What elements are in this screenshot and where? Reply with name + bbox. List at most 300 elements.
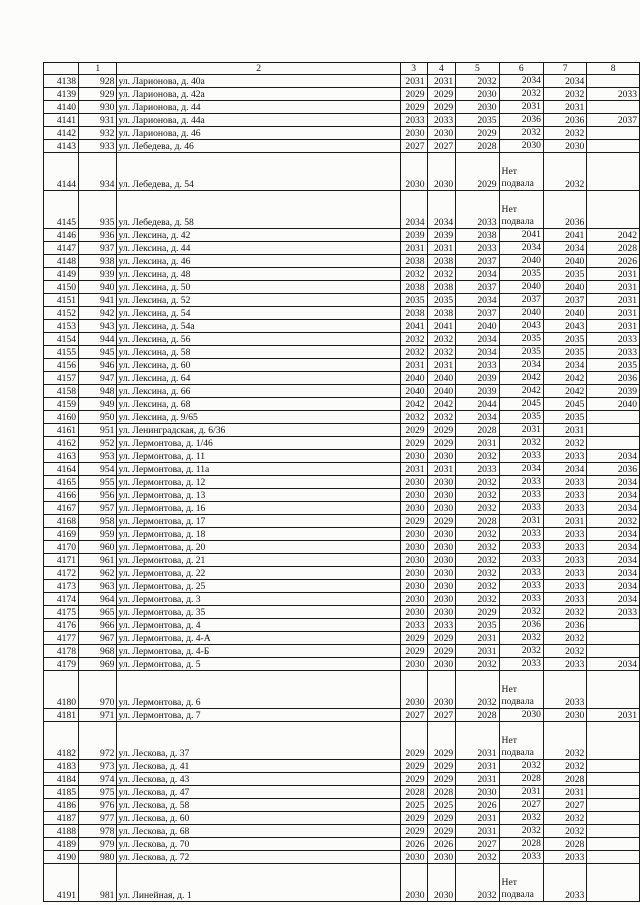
row-id-cell: 4159	[44, 398, 79, 411]
col5-cell: 2037	[456, 307, 499, 320]
table-row	[44, 658, 640, 671]
col6-cell: 2032	[499, 760, 543, 773]
col3-cell: 2035	[400, 294, 427, 307]
row-number-cell: 965	[79, 606, 117, 619]
col6-cell: 2030	[499, 140, 543, 153]
col8-cell: 2034	[587, 593, 640, 606]
col5-cell: 2039	[456, 385, 499, 398]
col5-cell: 2033	[456, 191, 499, 229]
col3-cell: 2033	[400, 619, 427, 632]
col5-cell: 2028	[456, 424, 499, 437]
col6-cell	[499, 153, 543, 191]
table-row	[44, 528, 640, 541]
table-row	[44, 424, 640, 437]
row-number-cell: 953	[79, 450, 117, 463]
table-row	[44, 825, 640, 838]
row-id-cell: 4152	[44, 307, 79, 320]
col3-cell: 2030	[400, 671, 427, 709]
address-cell: ул. Лермонтова, д. 16	[117, 502, 400, 515]
row-id-cell: 4185	[44, 786, 79, 799]
col5-cell: 2032	[456, 580, 499, 593]
col7-cell: 2033	[543, 476, 586, 489]
col5-cell: 2034	[456, 294, 499, 307]
table-row	[44, 101, 640, 114]
col8-cell: 2031	[587, 307, 640, 320]
col7-cell: 2033	[543, 580, 586, 593]
row-number-cell: 977	[79, 812, 117, 825]
col4-cell: 2029	[427, 632, 456, 645]
col8-cell	[587, 153, 640, 191]
col6-cell	[499, 722, 543, 760]
col4-cell: 2029	[427, 88, 456, 101]
col4-cell: 2032	[427, 346, 456, 359]
col8-cell: 2034	[587, 450, 640, 463]
col3-cell: 2038	[400, 255, 427, 268]
col7-cell: 2033	[543, 851, 586, 864]
col4-cell: 2029	[427, 722, 456, 760]
col8-cell	[587, 773, 640, 786]
row-id-cell: 4139	[44, 88, 79, 101]
table-row	[44, 229, 640, 242]
col8-cell: 2034	[587, 658, 640, 671]
col3-cell: 2030	[400, 489, 427, 502]
col7-cell: 2032	[543, 437, 586, 450]
col3-cell: 2031	[400, 359, 427, 372]
col7-cell: 2041	[543, 229, 586, 242]
col4-cell: 2030	[427, 153, 456, 191]
col4-cell: 2030	[427, 541, 456, 554]
col7-cell: 2033	[543, 502, 586, 515]
address-cell: ул. Лексина, д. 54а	[117, 320, 400, 333]
col8-cell	[587, 799, 640, 812]
col7-cell: 2031	[543, 786, 586, 799]
row-number-cell: 947	[79, 372, 117, 385]
col4-cell: 2030	[427, 864, 456, 902]
col8-cell: 2034	[587, 567, 640, 580]
address-cell: ул. Ларионова, д. 44а	[117, 114, 400, 127]
col5-cell: 2032	[456, 567, 499, 580]
row-number-cell: 959	[79, 528, 117, 541]
col4-cell: 2031	[427, 75, 456, 88]
col5-cell: 2032	[456, 658, 499, 671]
address-cell: ул. Лескова, д. 47	[117, 786, 400, 799]
row-id-cell: 4155	[44, 346, 79, 359]
col7-cell: 2032	[543, 153, 586, 191]
address-cell: ул. Лексина, д. 56	[117, 333, 400, 346]
table-row	[44, 554, 640, 567]
col3-cell: 2029	[400, 825, 427, 838]
row-id-cell: 4167	[44, 502, 79, 515]
address-cell: ул. Лермонтова, д. 4-Б	[117, 645, 400, 658]
col8-cell	[587, 127, 640, 140]
col8-cell: 2035	[587, 359, 640, 372]
table-row	[44, 645, 640, 658]
row-number-cell: 955	[79, 476, 117, 489]
address-cell: ул. Лермонтова, д. 35	[117, 606, 400, 619]
col3-cell: 2030	[400, 851, 427, 864]
row-id-cell: 4154	[44, 333, 79, 346]
col3-cell: 2029	[400, 760, 427, 773]
col8-cell: 2034	[587, 476, 640, 489]
row-number-cell: 938	[79, 255, 117, 268]
col7-cell: 2032	[543, 825, 586, 838]
col3-cell: 2032	[400, 346, 427, 359]
col4-cell: 2027	[427, 140, 456, 153]
table-row	[44, 502, 640, 515]
col5-cell: 2028	[456, 709, 499, 722]
col7-cell: 2031	[543, 515, 586, 528]
col4-cell: 2040	[427, 385, 456, 398]
row-number-cell: 970	[79, 671, 117, 709]
col7-cell: 2032	[543, 88, 586, 101]
col7-cell: 2030	[543, 709, 586, 722]
col3-cell: 2029	[400, 88, 427, 101]
col6-cell: 2034	[499, 242, 543, 255]
col5-cell: 2033	[456, 242, 499, 255]
col4-cell: 2027	[427, 709, 456, 722]
row-number-cell: 928	[79, 75, 117, 88]
col6-cell: 2035	[499, 333, 543, 346]
table-row	[44, 786, 640, 799]
col5-cell: 2033	[456, 463, 499, 476]
col6-cell: 2033	[499, 476, 543, 489]
col7-cell: 2036	[543, 191, 586, 229]
col4-cell: 2030	[427, 606, 456, 619]
row-number-cell: 957	[79, 502, 117, 515]
col6-cell: 2033	[499, 851, 543, 864]
address-cell: ул. Лермонтова, д. 12	[117, 476, 400, 489]
col6-cell: 2033	[499, 489, 543, 502]
col8-cell: 2034	[587, 502, 640, 515]
col3-cell: 2029	[400, 101, 427, 114]
col7-cell: 2032	[543, 606, 586, 619]
col3-cell: 2031	[400, 242, 427, 255]
row-id-cell: 4169	[44, 528, 79, 541]
col8-cell: 2034	[587, 580, 640, 593]
table-row	[44, 450, 640, 463]
table-row	[44, 632, 640, 645]
address-cell: ул. Лескова, д. 43	[117, 773, 400, 786]
col8-cell: 2037	[587, 114, 640, 127]
row-id-cell: 4187	[44, 812, 79, 825]
col6-cell: 2041	[499, 229, 543, 242]
col6-cell: 2036	[499, 619, 543, 632]
table-row	[44, 411, 640, 424]
col7-cell: 2032	[543, 722, 586, 760]
row-number-cell: 980	[79, 851, 117, 864]
col3-cell: 2030	[400, 567, 427, 580]
col8-cell: 2040	[587, 398, 640, 411]
col4-cell: 2030	[427, 851, 456, 864]
address-cell: ул. Лебедева, д. 58	[117, 191, 400, 229]
col8-cell	[587, 75, 640, 88]
col3-cell: 2032	[400, 333, 427, 346]
col6-cell: 2040	[499, 255, 543, 268]
col6-cell: 2032	[499, 606, 543, 619]
col3-cell: 2027	[400, 140, 427, 153]
col6-cell: 2028	[499, 773, 543, 786]
address-cell: ул. Лермонтова, д. 11	[117, 450, 400, 463]
col4-cell: 2035	[427, 294, 456, 307]
row-number-cell: 930	[79, 101, 117, 114]
table-row	[44, 75, 640, 88]
col4-cell: 2038	[427, 307, 456, 320]
col5-cell: 2032	[456, 528, 499, 541]
col3-cell: 2034	[400, 191, 427, 229]
table-row	[44, 255, 640, 268]
address-cell: ул. Лексина, д. 60	[117, 359, 400, 372]
col8-cell	[587, 786, 640, 799]
row-id-cell: 4158	[44, 385, 79, 398]
table-row	[44, 838, 640, 851]
col7-cell: 2033	[543, 864, 586, 902]
col5-cell: 2030	[456, 88, 499, 101]
col4-cell: 2039	[427, 229, 456, 242]
col3-cell: 2025	[400, 799, 427, 812]
col6-cell: 2028	[499, 838, 543, 851]
row-id-cell: 4164	[44, 463, 79, 476]
col6-cell: 2035	[499, 268, 543, 281]
table-row	[44, 385, 640, 398]
col5-cell: 2039	[456, 372, 499, 385]
address-cell: ул. Лексина, д. 50	[117, 281, 400, 294]
address-cell: ул. Лермонтова, д. 17	[117, 515, 400, 528]
row-id-cell: 4170	[44, 541, 79, 554]
col8-cell: 2034	[587, 489, 640, 502]
row-id-cell: 4160	[44, 411, 79, 424]
address-cell: ул. Лермонтова, д. 22	[117, 567, 400, 580]
no-basement-label: Нет подвала	[501, 877, 534, 900]
row-number-cell: 968	[79, 645, 117, 658]
col5-cell: 2028	[456, 140, 499, 153]
col6-cell: 2027	[499, 799, 543, 812]
table-row	[44, 463, 640, 476]
table-row	[44, 294, 640, 307]
row-id-cell: 4168	[44, 515, 79, 528]
row-number-cell: 967	[79, 632, 117, 645]
col5-cell: 2028	[456, 515, 499, 528]
header-cell-1: 1	[79, 63, 117, 75]
col3-cell: 2030	[400, 541, 427, 554]
col4-cell: 2030	[427, 658, 456, 671]
col5-cell: 2032	[456, 476, 499, 489]
col8-cell	[587, 671, 640, 709]
col6-cell	[499, 191, 543, 229]
col3-cell: 2032	[400, 411, 427, 424]
col7-cell: 2036	[543, 619, 586, 632]
col3-cell: 2040	[400, 385, 427, 398]
row-number-cell: 951	[79, 424, 117, 437]
col4-cell: 2029	[427, 773, 456, 786]
col5-cell: 2027	[456, 838, 499, 851]
address-cell: ул. Лермонтова, д. 3	[117, 593, 400, 606]
col6-cell: 2033	[499, 450, 543, 463]
col8-cell: 2031	[587, 709, 640, 722]
col5-cell: 2031	[456, 437, 499, 450]
row-number-cell: 939	[79, 268, 117, 281]
col5-cell: 2031	[456, 760, 499, 773]
col7-cell: 2035	[543, 333, 586, 346]
row-id-cell: 4145	[44, 191, 79, 229]
row-id-cell: 4174	[44, 593, 79, 606]
col3-cell: 2039	[400, 229, 427, 242]
address-cell: ул. Лермонтова, д. 6	[117, 671, 400, 709]
col4-cell: 2041	[427, 320, 456, 333]
col5-cell: 2033	[456, 359, 499, 372]
col6-cell: 2033	[499, 658, 543, 671]
row-id-cell: 4178	[44, 645, 79, 658]
col5-cell: 2032	[456, 671, 499, 709]
col4-cell: 2030	[427, 593, 456, 606]
col6-cell: 2043	[499, 320, 543, 333]
col5-cell: 2034	[456, 333, 499, 346]
col7-cell: 2028	[543, 773, 586, 786]
col8-cell: 2033	[587, 606, 640, 619]
row-number-cell: 971	[79, 709, 117, 722]
col7-cell: 2037	[543, 294, 586, 307]
row-number-cell: 948	[79, 385, 117, 398]
address-cell: ул. Лексина, д. 42	[117, 229, 400, 242]
address-cell: ул. Лермонтова, д. 1/46	[117, 437, 400, 450]
col3-cell: 2029	[400, 632, 427, 645]
col7-cell: 2032	[543, 760, 586, 773]
table-row	[44, 812, 640, 825]
address-cell: ул. Лермонтова, д. 5	[117, 658, 400, 671]
no-basement-label: Нет подвала	[501, 684, 534, 707]
col6-cell: 2036	[499, 114, 543, 127]
col5-cell: 2031	[456, 645, 499, 658]
table-body	[44, 63, 640, 902]
row-id-cell: 4175	[44, 606, 79, 619]
row-id-cell: 4142	[44, 127, 79, 140]
col8-cell: 2034	[587, 554, 640, 567]
row-number-cell: 931	[79, 114, 117, 127]
col6-cell: 2032	[499, 632, 543, 645]
col5-cell: 2032	[456, 541, 499, 554]
row-id-cell: 4172	[44, 567, 79, 580]
col6-cell: 2042	[499, 372, 543, 385]
col4-cell: 2030	[427, 502, 456, 515]
header-cell-7: 7	[543, 63, 586, 75]
col5-cell: 2030	[456, 101, 499, 114]
col5-cell: 2031	[456, 825, 499, 838]
address-cell: ул. Ларионова, д. 44	[117, 101, 400, 114]
row-id-cell: 4147	[44, 242, 79, 255]
row-number-cell: 950	[79, 411, 117, 424]
table-row	[44, 773, 640, 786]
col8-cell: 2026	[587, 255, 640, 268]
col3-cell: 2042	[400, 398, 427, 411]
col4-cell: 2029	[427, 812, 456, 825]
col7-cell: 2034	[543, 242, 586, 255]
col6-cell: 2031	[499, 424, 543, 437]
col8-cell	[587, 424, 640, 437]
col5-cell: 2029	[456, 153, 499, 191]
col6-cell: 2035	[499, 346, 543, 359]
col5-cell: 2030	[456, 786, 499, 799]
col5-cell: 2035	[456, 619, 499, 632]
col5-cell: 2037	[456, 281, 499, 294]
col3-cell: 2030	[400, 593, 427, 606]
table-row	[44, 437, 640, 450]
col5-cell: 2026	[456, 799, 499, 812]
col4-cell: 2025	[427, 799, 456, 812]
col8-cell	[587, 632, 640, 645]
col8-cell: 2032	[587, 515, 640, 528]
col3-cell: 2041	[400, 320, 427, 333]
col5-cell: 2029	[456, 127, 499, 140]
col6-cell: 2033	[499, 528, 543, 541]
table-row	[44, 541, 640, 554]
col4-cell: 2030	[427, 489, 456, 502]
col5-cell: 2032	[456, 554, 499, 567]
col6-cell: 2031	[499, 515, 543, 528]
row-number-cell: 979	[79, 838, 117, 851]
col4-cell: 2030	[427, 554, 456, 567]
row-number-cell: 969	[79, 658, 117, 671]
table-row	[44, 580, 640, 593]
col4-cell: 2029	[427, 760, 456, 773]
col7-cell: 2034	[543, 463, 586, 476]
col8-cell	[587, 645, 640, 658]
row-number-cell: 934	[79, 153, 117, 191]
row-number-cell: 954	[79, 463, 117, 476]
col8-cell	[587, 101, 640, 114]
table-row	[44, 333, 640, 346]
table-row	[44, 398, 640, 411]
col8-cell: 2033	[587, 346, 640, 359]
row-number-cell: 976	[79, 799, 117, 812]
col6-cell: 2033	[499, 502, 543, 515]
col6-cell	[499, 864, 543, 902]
row-id-cell: 4191	[44, 864, 79, 902]
col3-cell: 2030	[400, 528, 427, 541]
address-cell: ул. Лермонтова, д. 7	[117, 709, 400, 722]
header-cell-2: 2	[117, 63, 400, 75]
col4-cell: 2029	[427, 645, 456, 658]
table-row	[44, 191, 640, 229]
row-number-cell: 981	[79, 864, 117, 902]
row-number-cell: 929	[79, 88, 117, 101]
col7-cell: 2034	[543, 75, 586, 88]
row-id-cell: 4171	[44, 554, 79, 567]
col5-cell: 2040	[456, 320, 499, 333]
address-cell: ул. Лексина, д. 44	[117, 242, 400, 255]
col3-cell: 2030	[400, 153, 427, 191]
row-number-cell: 936	[79, 229, 117, 242]
row-number-cell: 945	[79, 346, 117, 359]
row-number-cell: 942	[79, 307, 117, 320]
address-cell: ул. Лескова, д. 41	[117, 760, 400, 773]
address-cell: ул. Лексина, д. 64	[117, 372, 400, 385]
col7-cell: 2027	[543, 799, 586, 812]
col7-cell: 2035	[543, 411, 586, 424]
row-number-cell: 949	[79, 398, 117, 411]
address-cell: ул. Лексина, д. 58	[117, 346, 400, 359]
row-id-cell: 4148	[44, 255, 79, 268]
row-number-cell: 952	[79, 437, 117, 450]
table-row	[44, 359, 640, 372]
row-number-cell: 935	[79, 191, 117, 229]
row-id-cell: 4156	[44, 359, 79, 372]
col4-cell: 2032	[427, 268, 456, 281]
col4-cell: 2029	[427, 437, 456, 450]
table-row	[44, 606, 640, 619]
address-cell: ул. Ларионова, д. 42а	[117, 88, 400, 101]
col3-cell: 2029	[400, 812, 427, 825]
col4-cell: 2030	[427, 127, 456, 140]
table-row	[44, 346, 640, 359]
